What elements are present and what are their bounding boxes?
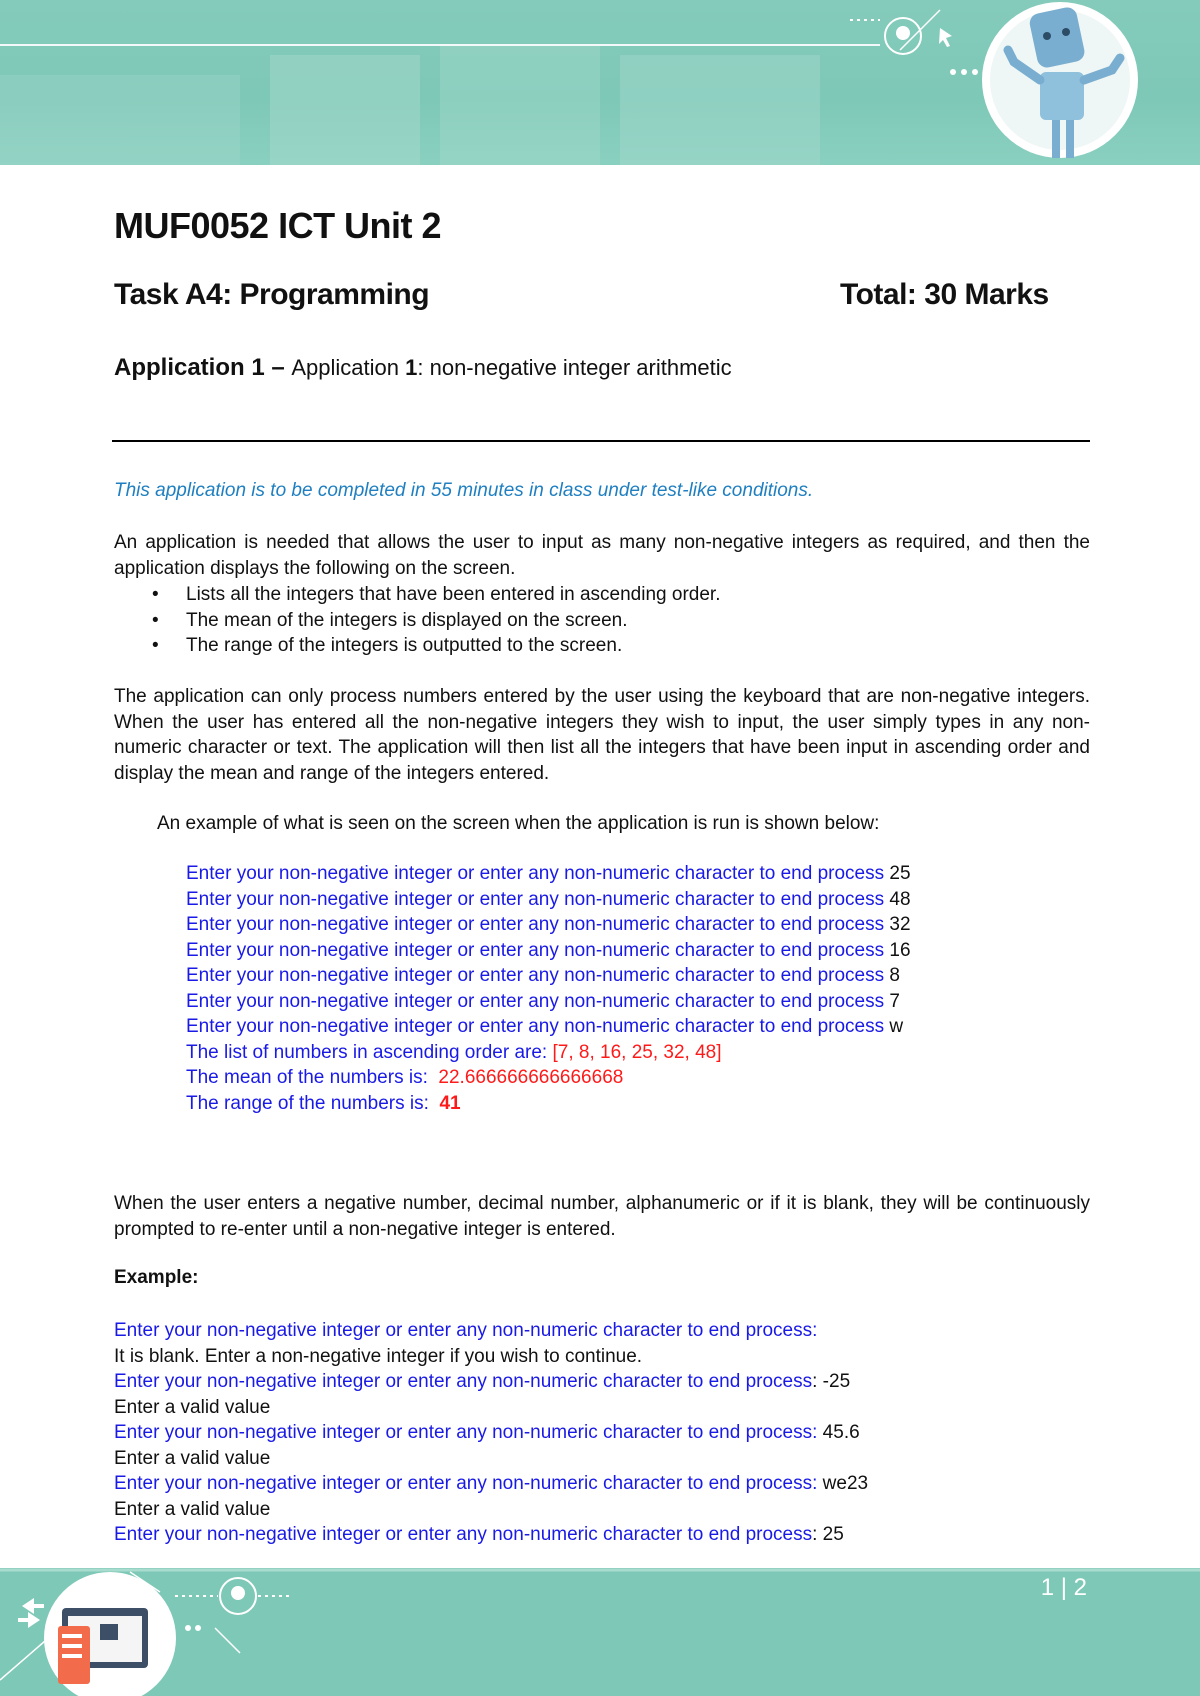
application-subtitle-prefix: Application [291, 355, 406, 380]
range-line [186, 1091, 911, 1117]
list-item: • The mean of the integers is displayed on the screen. [114, 608, 720, 634]
output-line [186, 887, 911, 913]
test-conditions-notice: This application is to be completed in 55 minutes in class under test-like conditions. [114, 480, 814, 501]
input-value: 32 [889, 914, 911, 935]
application-label: Application 1 – [114, 354, 292, 381]
output-line [186, 938, 911, 964]
output-line [186, 912, 911, 938]
footer-decoration [0, 1568, 1200, 1696]
cursor-icon [939, 28, 952, 47]
range-label: The range of the numbers is: [186, 1092, 440, 1114]
output-line [114, 1420, 868, 1446]
prompt-text: Enter your non-negative integer or enter any non-numeric character to end process [114, 1473, 813, 1494]
header-decoration [0, 0, 1200, 165]
sorted-list-label: The list of numbers in ascending order are: [186, 1041, 553, 1063]
task-title: Task A4: Programming [114, 278, 430, 311]
range-value: 41 [439, 1092, 461, 1114]
example-run-output [186, 861, 911, 1116]
intro-paragraph: An application is needed that allows the user to input as many non-negative integers as required, and then the application displays the following on the screen. [114, 532, 1090, 579]
list-item: • Lists all the integers that have been entered in ascending order. [114, 582, 720, 608]
page-number: 1 | 2 [1040, 1574, 1087, 1601]
prompt-text: Enter your non-negative integer or enter any non-numeric character to end process [186, 1016, 885, 1037]
prompt-text: Enter your non-negative integer or enter any non-numeric character to end process [114, 1320, 813, 1341]
input-value: we23 [817, 1473, 869, 1494]
document-title: MUF0052 ICT Unit 2 [114, 205, 442, 246]
input-value: 48 [889, 888, 911, 910]
sorted-list-value: [7, 8, 16, 25, 32, 48] [552, 1041, 722, 1063]
processing-paragraph: The application can only process numbers entered by the user using the keyboard that are non-negative integers. When the user has entered all the non-negative integers they wish to input, the user simply types in any non-numeric character or text. The application will then list all the integers that have been input in ascending order and display the mean and range of the integers entered. [114, 686, 1090, 784]
example-label: Example: [114, 1267, 199, 1288]
output-line [114, 1369, 868, 1395]
prompt-text: Enter your non-negative integer or enter any non-numeric character to end process [186, 914, 885, 935]
mean-line [186, 1065, 911, 1091]
sorted-list-line [186, 1040, 911, 1066]
validation-example-output [114, 1318, 868, 1548]
input-value: w [889, 1016, 904, 1037]
prompt-colon: : [812, 1422, 818, 1443]
prompt-colon: : [812, 1320, 818, 1341]
input-value: 7 [889, 990, 900, 1012]
output-line [114, 1318, 868, 1344]
input-value: 25 [889, 863, 911, 884]
horizontal-rule [112, 440, 1090, 442]
prompt-text: Enter your non-negative integer or enter any non-numeric character to end process [186, 990, 885, 1012]
validation-paragraph: When the user enters a negative number, decimal number, alphanumeric or if it is blank, they will be continuously prompted to re-enter until a non-negative integer is entered. [114, 1193, 1090, 1240]
prompt-text: Enter your non-negative integer or enter any non-numeric character to end process [114, 1422, 813, 1443]
valid-value-message: Enter a valid value [114, 1498, 271, 1520]
prompt-colon: : [812, 1473, 818, 1494]
prompt-text: Enter your non-negative integer or enter any non-numeric character to end process [186, 965, 885, 986]
arrows-icon [22, 1598, 44, 1614]
list-item: • The range of the integers is outputted to the screen. [114, 633, 720, 659]
output-line [114, 1471, 868, 1497]
output-line [186, 861, 911, 887]
output-line [186, 963, 911, 989]
prompt-text: Enter your non-negative integer or enter any non-numeric character to end process [114, 1524, 813, 1545]
mean-label: The mean of the numbers is: [186, 1067, 439, 1088]
mean-value: 22.666666666666668 [438, 1067, 624, 1088]
prompt-text: Enter your non-negative integer or enter any non-numeric character to end process [186, 888, 885, 910]
requirements-list [114, 582, 720, 659]
output-line [186, 1014, 911, 1040]
valid-value-message: Enter a valid value [114, 1447, 271, 1469]
prompt-text: Enter your non-negative integer or enter any non-numeric character to end process [186, 863, 885, 884]
input-value: 8 [889, 965, 900, 986]
footer-banner [0, 1568, 1200, 1696]
application-subtitle-number: 1 [405, 355, 418, 380]
output-line [186, 989, 911, 1015]
valid-value-message: Enter a valid value [114, 1396, 271, 1418]
blank-message: It is blank. Enter a non-negative integer if you wish to continue. [114, 1345, 643, 1367]
total-marks: Total: 30 Marks [840, 278, 1049, 311]
header-banner [0, 0, 1200, 165]
example-intro: An example of what is seen on the screen when the application is run is shown below: [157, 813, 880, 834]
application-subtitle-rest: : non-negative integer arithmetic [417, 355, 732, 380]
input-value: : -25 [812, 1371, 851, 1392]
application-subtitle [291, 355, 731, 380]
output-line [114, 1522, 868, 1548]
input-value: : 25 [812, 1524, 844, 1545]
input-value: 16 [889, 939, 911, 961]
prompt-text: Enter your non-negative integer or enter any non-numeric character to end process [186, 939, 885, 961]
prompt-text: Enter your non-negative integer or enter any non-numeric character to end process [114, 1371, 813, 1392]
input-value: 45.6 [817, 1422, 860, 1443]
application-heading [114, 354, 732, 382]
